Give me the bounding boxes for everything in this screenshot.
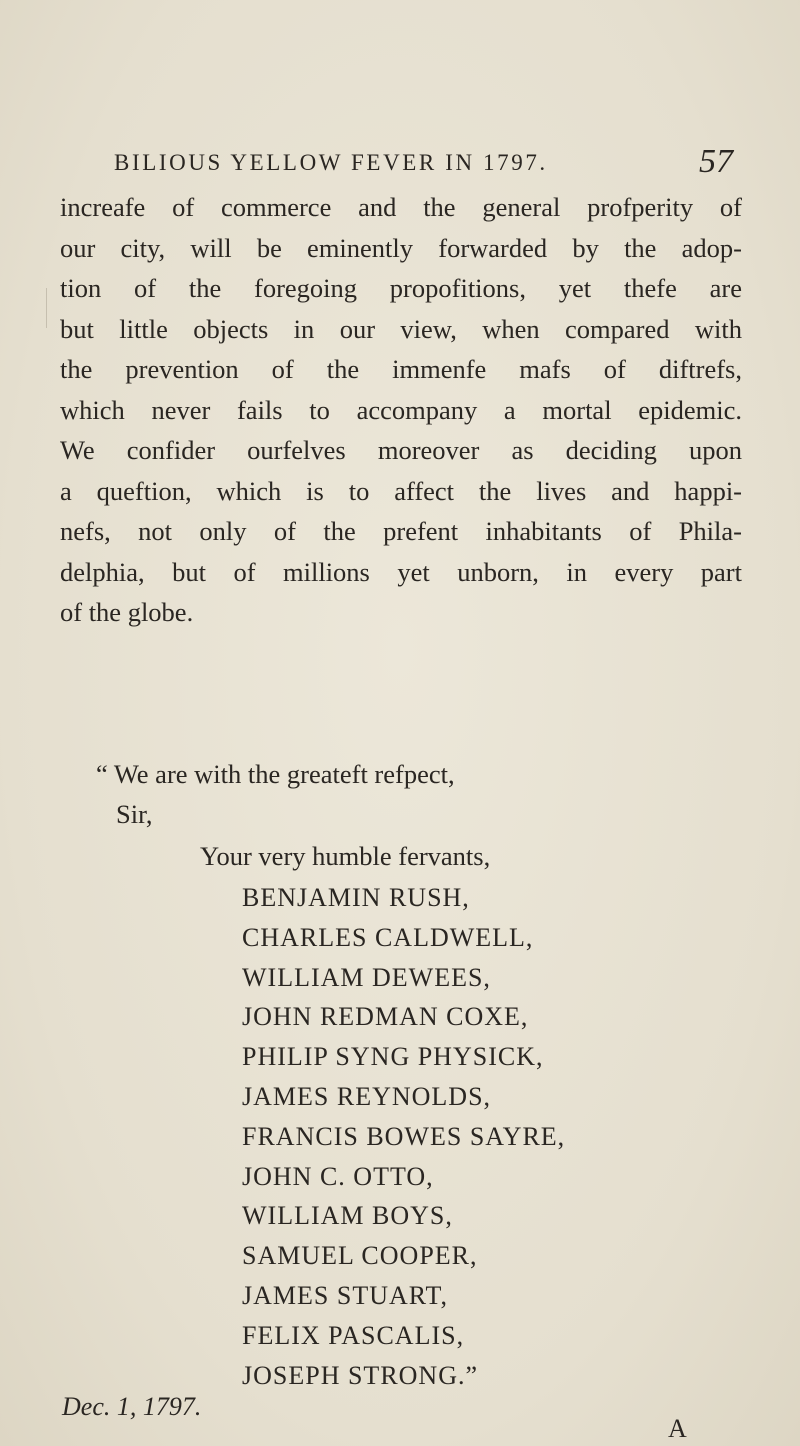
letter-valediction: Your very humble fervants, [200,841,491,871]
text-line: but little objects in our view, when compared with [60,313,742,344]
catchword: A [668,1414,687,1443]
letter-date: Dec. 1, 1797. [62,1392,202,1421]
signatory-name: JOSEPH STRONG.” [242,1360,479,1390]
signatory-name: JAMES REYNOLDS, [242,1081,492,1111]
signatory-name: WILLIAM DEWEES, [242,962,491,992]
signatory-name: BENJAMIN RUSH, [242,883,470,912]
margin-mark [46,288,47,328]
letter-salutation: Sir, [116,799,153,829]
signatory-name: JAMES STUART, [242,1280,448,1310]
signatory-name: PHILIP SYNG PHYSICK, [242,1042,544,1072]
letter-closing: “ We are with the greateft refpect, [96,759,455,789]
text-line: tion of the foregoing propofitions, yet thefe are [60,273,742,303]
text-line: of the globe. [60,597,194,627]
text-line: We confider ourfelves moreover as deciding upon [60,435,742,465]
text-line: our city, will be eminently forwarded by the adop- [60,232,742,263]
signatory-name: JOHN REDMAN COXE, [242,1002,529,1032]
text-line: which never fails to accompany a mortal epidemic. [60,394,742,425]
text-line: a queftion, which is to affect the lives and happi- [60,475,742,506]
text-line: increafe of commerce and the general profperity of [60,192,742,222]
signatory-name: WILLIAM BOYS, [242,1201,453,1231]
signatory-list [242,878,565,1395]
signatory-name: FRANCIS BOWES SAYRE, [242,1121,566,1151]
page-number: 57 [699,143,733,180]
body-paragraph [60,187,742,633]
text-line: delphia, but of millions yet unborn, in every part [60,556,742,587]
signatory-name: FELIX PASCALIS, [242,1320,465,1350]
signatory-name: SAMUEL COOPER, [242,1241,478,1271]
text-line: nefs, not only of the prefent inhabitants of Phila- [60,516,742,546]
running-header: BILIOUS YELLOW FEVER IN 1797. [114,150,548,175]
signatory-name: JOHN C. OTTO, [242,1161,434,1191]
text-line: the prevention of the immenfe mafs of diftrefs, [60,354,742,384]
signatory-name: CHARLES CALDWELL, [242,922,534,952]
